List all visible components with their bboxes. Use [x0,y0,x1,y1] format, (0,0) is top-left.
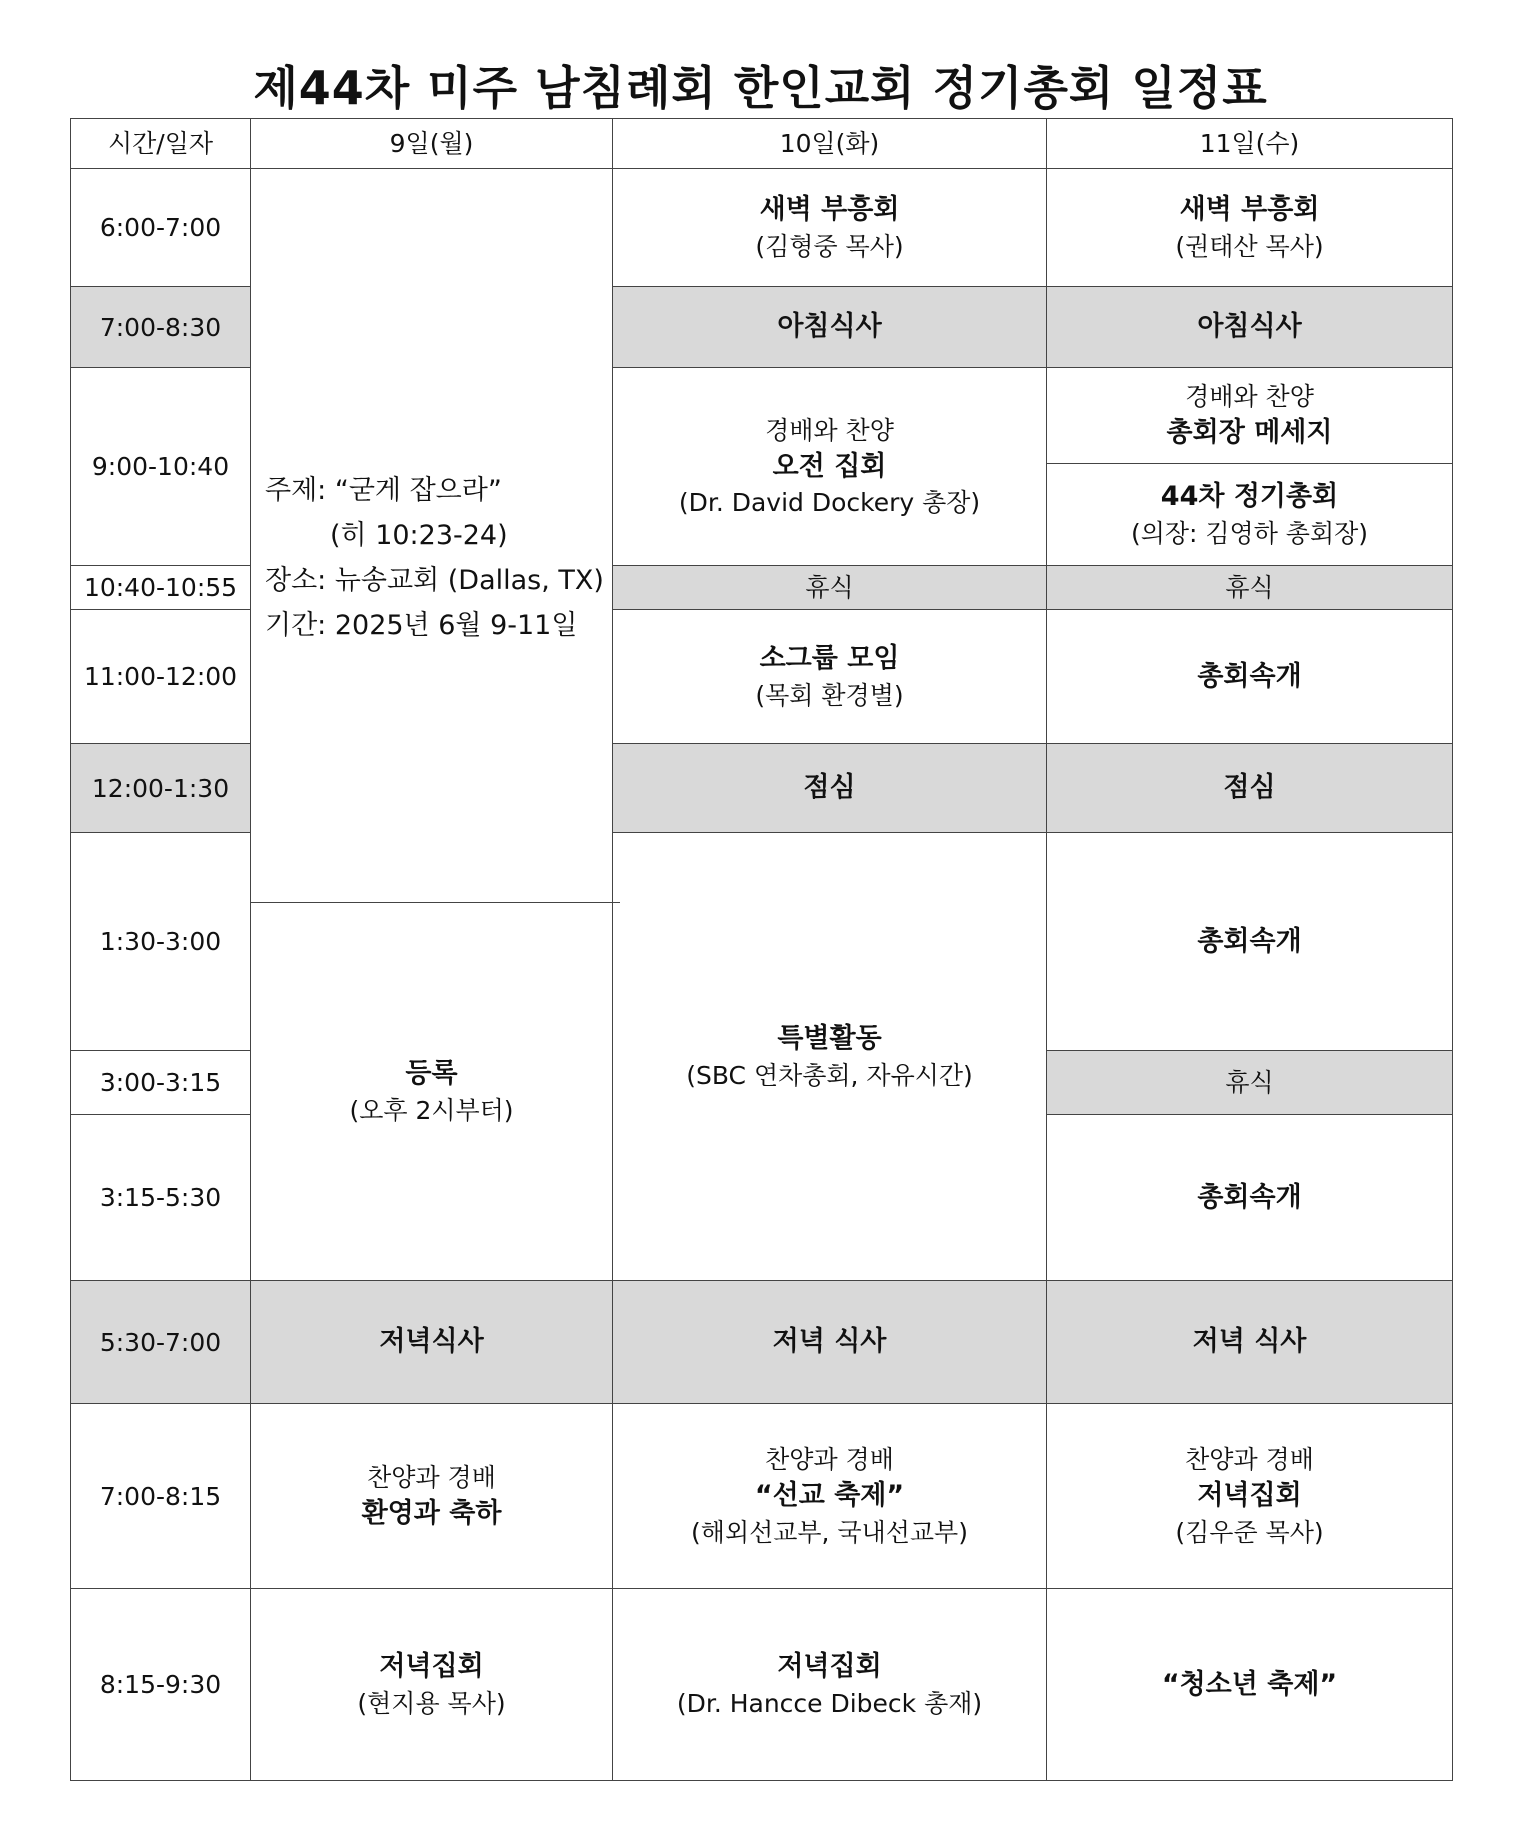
evening-top: 찬양과 경배 [367,1462,496,1492]
day3-evening-service [1047,1404,1452,1589]
time-slot [71,1404,251,1589]
lunch-label: 점심 [1223,772,1276,804]
day3-breakfast [1047,287,1452,368]
morning-sub: (Dr. David Dockery 총장) [678,488,981,518]
time-slot [71,566,251,610]
place-text: 장소: 뉴송교회 (Dallas, TX) [265,565,604,596]
day3-dawn [1047,169,1452,287]
time-slot [71,1281,251,1404]
time-slot [71,1115,251,1281]
dawn-sub: (김형중 목사) [755,231,904,261]
time-label: 5:30-7:00 [99,1327,222,1357]
time-label: 10:40-10:55 [83,573,238,602]
session-label: 총회속개 [1197,660,1302,692]
time-slot [71,610,251,744]
break-label: 휴식 [1225,1068,1274,1097]
dawn-title: 새벽 부흥회 [1179,194,1320,226]
time-slot [71,368,251,566]
time-slot [71,1051,251,1115]
day2-morning-service [613,368,1047,566]
evening-top: 찬양과 경배 [1185,1445,1314,1475]
day1-evening-service [251,1589,613,1780]
evening-service-sub: (Dr. Hancce Dibeck 총재) [676,1688,983,1718]
time-slot [71,744,251,833]
break-label: 휴식 [1225,573,1274,602]
day2-small-group [613,610,1047,744]
day3-president-message [1047,368,1452,464]
day3-lunch [1047,744,1452,833]
evening-title: 환영과 축하 [361,1497,502,1529]
divider [250,902,620,903]
schedule-table [70,118,1453,1781]
header-day3 [1047,119,1452,169]
day2-lunch [613,744,1047,833]
dinner-label: 저녁 식사 [772,1326,887,1358]
evening-sub: (김우준 목사) [1175,1517,1324,1547]
evening-sub: (해외선교부, 국내선교부) [691,1517,968,1547]
day3-session [1047,1115,1452,1281]
evening-title: 저녁집회 [1197,1480,1302,1512]
header-day2 [613,119,1047,169]
evening-service-title: 저녁집회 [379,1651,484,1683]
time-slot [71,169,251,287]
time-label: 3:15-5:30 [99,1183,222,1212]
day2-breakfast [613,287,1047,368]
header-day2-label: 10일(화) [779,129,880,158]
verse-text: (히 10:23-24) [330,520,508,551]
evening-top: 찬양과 경배 [765,1445,894,1475]
time-label: 12:00-1:30 [91,773,230,803]
time-label: 3:00-3:15 [99,1068,222,1097]
period-text: 기간: 2025년 6월 9-11일 [265,610,578,641]
small-group-title: 소그룹 모임 [759,643,900,675]
small-group-sub: (목회 환경별) [755,680,904,710]
day2-mission-festival [613,1404,1047,1589]
special-sub: (SBC 연차총회, 자유시간) [686,1060,973,1090]
day3-general-assembly [1047,464,1452,566]
day3-dinner [1047,1281,1452,1404]
page-title: 제44차 미주 남침례회 한인교회 정기총회 일정표 [253,61,1268,115]
evening-service-title: 저녁집회 [777,1651,882,1683]
header-day1 [251,119,613,169]
time-label: 7:00-8:30 [99,312,222,342]
evening-title: “선교 축제” [754,1480,905,1512]
session-label: 총회속개 [1197,1181,1302,1213]
day3-break [1047,1051,1452,1115]
time-label: 9:00-10:40 [91,452,230,481]
dinner-label: 저녁 식사 [1192,1326,1307,1358]
session-label: 총회속개 [1197,925,1302,957]
lunch-label: 점심 [803,772,856,804]
morning-top: 경배와 찬양 [765,415,894,445]
dawn-sub: (권태산 목사) [1175,231,1324,261]
assembly-title: 44차 정기총회 [1160,481,1339,513]
time-label: 1:30-3:00 [99,927,222,956]
time-label: 7:00-8:15 [99,1481,222,1511]
header-time [71,119,251,169]
break-label: 휴식 [805,573,854,602]
dawn-title: 새벽 부흥회 [759,194,900,226]
day1-registration [251,903,613,1281]
header-day3-label: 11일(수) [1199,129,1300,158]
event-info [265,468,604,648]
breakfast-label: 아침식사 [1197,311,1302,343]
theme-text: 주제: “굳게 잡으라” [265,475,502,506]
time-label: 11:00-12:00 [83,662,238,691]
breakfast-label: 아침식사 [777,311,882,343]
day3-break [1047,566,1452,610]
day2-evening-service [613,1589,1047,1780]
time-slot [71,1589,251,1780]
day3-session [1047,833,1452,1051]
evening-service-sub: (현지용 목사) [357,1688,506,1718]
time-label: 8:15-9:30 [99,1670,222,1699]
dinner-label: 저녁식사 [379,1326,484,1358]
day3-session [1047,610,1452,744]
registration-sub: (오후 2시부터) [349,1095,514,1125]
day2-special-activity [613,833,1047,1281]
time-slot [71,833,251,1051]
day2-dawn [613,169,1047,287]
day2-dinner [613,1281,1047,1404]
special-title: 특별활동 [777,1023,882,1055]
time-slot [71,287,251,368]
registration-title: 등록 [405,1058,458,1090]
day3-youth-festival [1047,1589,1452,1780]
youth-festival-title: “청소년 축제” [1161,1668,1338,1700]
header-time-label: 시간/일자 [107,129,214,158]
morning-title: 총회장 메세지 [1166,417,1333,449]
morning-title: 오전 집회 [772,450,887,482]
assembly-sub: (의장: 김영하 총회장) [1130,518,1369,548]
day1-dinner [251,1281,613,1404]
header-day1-label: 9일(월) [389,129,474,158]
day1-evening-worship [251,1404,613,1589]
morning-top: 경배와 찬양 [1185,382,1314,412]
day2-break [613,566,1047,610]
time-label: 6:00-7:00 [99,213,222,242]
